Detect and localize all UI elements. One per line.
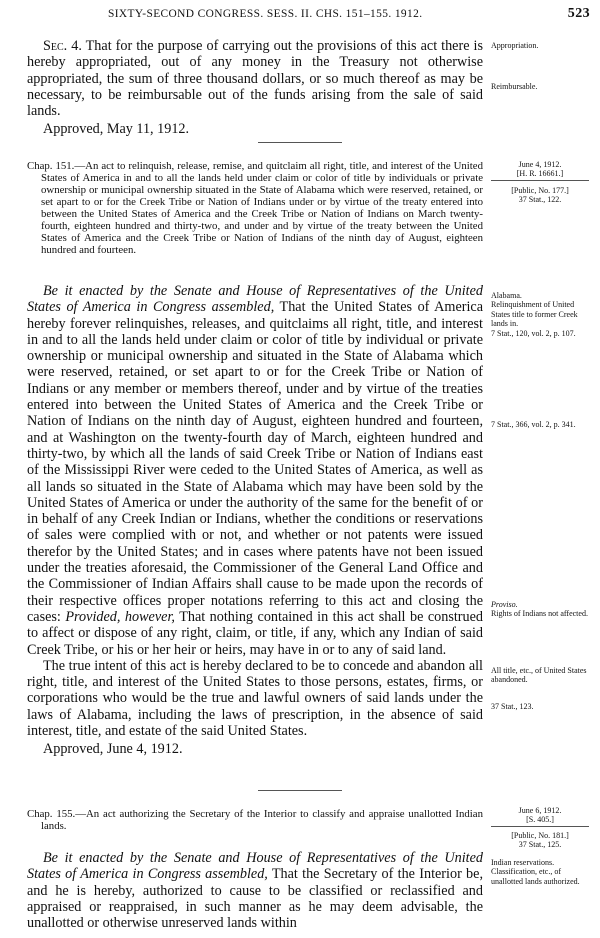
running-head-text: SIXTY-SECOND CONGRESS. SESS. II. CHS. 151–155. 1912. [108, 8, 423, 20]
running-header [20, 6, 592, 26]
chapter-151-public-law: [Public, No. 177.] [511, 185, 569, 195]
chapter-151-marginal-citation [491, 160, 589, 205]
chapter-divider [258, 790, 342, 791]
margin-all-title: All title, etc., of United States abandoned. [491, 666, 587, 685]
margin-note-reimbursable: Reimbursable. [491, 82, 538, 91]
chapter-151-stat: 37 Stat., 122. [518, 195, 562, 205]
enacting-clause-155: Be it enacted by the Senate and House of Representatives of the United States of America in Congress assembled, [27, 850, 483, 883]
approved-june-4: Approved, June 4, 1912. [43, 741, 183, 758]
proviso-text: That nothing contained in this act shall be construed to affect or dispose of any right, claim, or title, if any, which any Indian of said Creek Tribe, or his or her heir or heirs, may have in or to any of said land. [27, 608, 484, 658]
chapter-155-public-law: [Public, No. 181.] [511, 830, 569, 840]
chapter-151-date: June 4, 1912. [518, 160, 562, 169]
approved-may-11: Approved, May 11, 1912. [43, 121, 190, 138]
margin-stat-ref-2: 7 Stat., 366, vol. 2, p. 341. [491, 420, 576, 429]
chapter-151-para-1-text: That the United States of America hereby forever relinquishes, releases, and quitclaims all right, title, and interest in and to all the lands held under claim or color of title by individual or private ownership or municipal ownership and situated in the State of Alabama which were reserved, retained, or set apart to or for the Creek Tribe or Nation of Indians or any member or members thereof, under and by virtue of the treaties entered into between the United States of America and the Creek Tribe or Nation of Indians on the ninth day of August, eighteen hundred and fourteen, and at Washington on the twenty-fourth day of March, eighteen hundred and thirty-two, by which all the lands of said Creek Tribe or Nation of Indians east of the Mississippi River were ceded to the United States of America, as well as all lands so situated in the State of Alabama which may have been sold by the United States of America or under the authority of the same for the benefit of or in behalf of any Creek Indian or Indians, whether the conditions or reservations of sales were complied with or not, and whether or not patents were issued therefor by the United States; and in cases where patents have not been issued under the treaties aforesaid, the Commissioner of the General Land Office and the Commissioner of Indian Affairs shall cause to be made upon the records of their respective offices proper notations referring to this act and closing the cases: [27, 299, 483, 625]
margin-relinquishment: Relinquishment of United States title to former Creek lands in. [491, 300, 578, 329]
chapter-151-para-1 [27, 283, 483, 658]
section-divider [258, 142, 342, 143]
chapter-151-body [27, 283, 483, 757]
chapter-155-bill: [S. 405.] [491, 815, 589, 826]
chapter-155-stat: 37 Stat., 125. [518, 840, 562, 850]
section-4-body: That for the purpose of carrying out the provisions of this act there is hereby appropriated, out of any money in the Treasury not otherwise appropriated, the sum of three thousand dollars, or so much thereof as may be necessary, to be reimbursable out of the funds arising from the sale of said lands. [27, 38, 483, 120]
chapter-155-title: Chap. 155.—An act authorizing the Secretary of the Interior to classify and appraise unallotted Indian lands. [27, 808, 483, 832]
chapter-151-title: Chap. 151.—An act to relinquish, release, remise, and quitclaim all right, title, and interest of the United States of America in and to all the lands held under claim or color of title by individuals or private ownership or municipal ownership situated in the State of Alabama which were reserved, retained, or set apart to or for the Creek Tribe or Nation of Indians under or by virtue of the treaty entered into between the United States of America and the Creek Tribe or Nation of Indians on March twenty-fourth, eighteen hundred and thirty-two, and under and by virtue of the treaty between the United States of America and the Creek Tribe or Nation of Indians of the ninth day of August, eighteen hundred and fourteen. [27, 160, 483, 256]
margin-proviso: Proviso. [491, 600, 518, 609]
chapter-155-date: June 6, 1912. [518, 806, 562, 815]
chapter-151-heading [27, 160, 483, 256]
section-4-text [27, 38, 483, 119]
margin-indian-reservations: Indian reservations. [491, 858, 555, 867]
enacting-clause-151: Be it enacted by the Senate and House of Representatives of the United States of America in Congress assembled, [27, 283, 483, 316]
section-4 [27, 38, 483, 137]
chapter-155-body [27, 850, 483, 931]
margin-classification: Classification, etc., of unallotted lands authorized. [491, 867, 580, 886]
margin-stat-123: 37 Stat., 123. [491, 702, 534, 711]
section-4-label: Sec. 4. [43, 38, 82, 54]
page-number: 523 [567, 6, 590, 21]
chapter-155-marginal-citation [491, 806, 589, 850]
chapter-151-bill: [H. R. 16661.] [491, 169, 589, 180]
margin-note-proviso [491, 600, 589, 619]
margin-stat-ref-1: 7 Stat., 120, vol. 2, p. 107. [491, 328, 576, 338]
margin-note-indian-reservations [491, 858, 589, 886]
chapter-155-para-1-text: That the Secretary of the Interior be, and he is hereby, authorized to cause to be classified or reclassified and appraised or reappraised, in such manner as he may deem advisable, the unallotted or otherwise unreserved lands within [27, 866, 483, 932]
margin-rights: Rights of Indians not affected. [491, 609, 588, 619]
chapter-155-para-1 [27, 850, 483, 931]
margin-note-appropriation: Appropriation. [491, 41, 539, 50]
margin-alabama: Alabama. [491, 291, 522, 300]
margin-note-alabama [491, 291, 589, 338]
chapter-155-heading [27, 808, 483, 832]
chapter-151-para-2: The true intent of this act is hereby declared to be to concede and abandon all right, title, and interest of the United States to those persons, estates, firms, or corporations who would be the true and lawful owners of said lands under the laws of Alabama, including the laws of prescription, in the absence of said interest, title, and estate of the said United States. [27, 657, 483, 740]
proviso-word: Provided, however, [65, 608, 175, 625]
